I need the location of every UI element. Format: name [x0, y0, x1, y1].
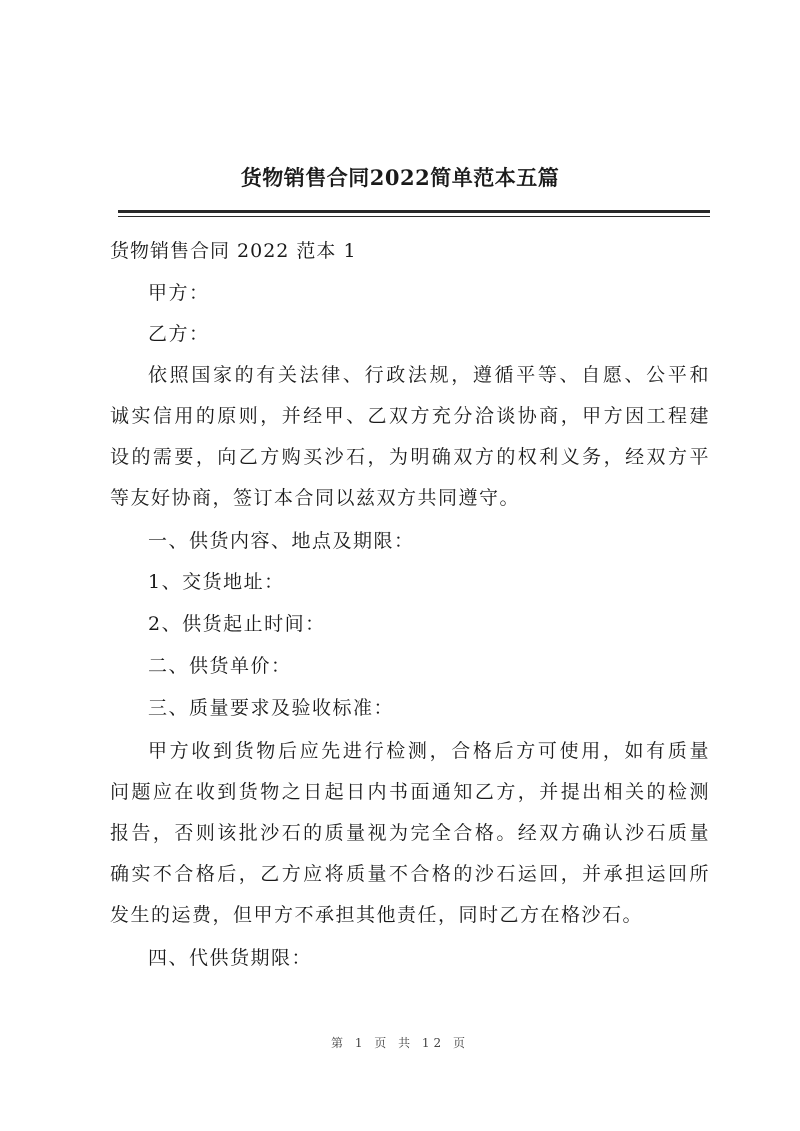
clause-item: 2、供货起止时间：: [148, 613, 326, 635]
clause-heading: 二、供货单价：: [148, 655, 292, 677]
paragraph-line: 诚实信用的原则，并经甲、乙双方充分洽谈协商，甲方因工程建: [110, 405, 710, 427]
paragraph-line: 发生的运费，但甲方不承担其他责任，同时乙方在格沙石。: [110, 904, 644, 926]
section-heading: 货物销售合同 2022 范本 1: [110, 240, 357, 262]
party-a-label: 甲方：: [148, 282, 210, 304]
paragraph-line: 等友好协商，签订本合同以兹双方共同遵守。: [110, 487, 521, 509]
clause-heading: 一、供货内容、地点及期限：: [148, 530, 415, 552]
paragraph-line: 确实不合格后，乙方应将质量不合格的沙石运回，并承担运回所: [110, 863, 710, 885]
paragraph-line: 报告，否则该批沙石的质量视为完全合格。经双方确认沙石质量: [110, 822, 710, 844]
clause-item: 1、交货地址：: [148, 571, 285, 593]
clause-heading: 四、代供货期限：: [148, 947, 313, 969]
party-b-label: 乙方：: [148, 323, 210, 345]
paragraph-line: 甲方收到货物后应先进行检测，合格后方可使用，如有质量: [148, 740, 710, 762]
title-divider-thick: [118, 210, 710, 213]
clause-heading: 三、质量要求及验收标准：: [148, 697, 395, 719]
document-title: 货物销售合同2022简单范本五篇: [240, 165, 560, 190]
paragraph-line: 问题应在收到货物之日起日内书面通知乙方，并提出相关的检测: [110, 781, 710, 803]
title-divider-thin: [118, 216, 710, 217]
paragraph-line: 设的需要，向乙方购买沙石，为明确双方的权利义务，经双方平: [110, 446, 710, 468]
paragraph-line: 依照国家的有关法律、行政法规，遵循平等、自愿、公平和: [148, 364, 710, 386]
page-number-footer: 第 1 页 共 12 页: [331, 1036, 469, 1050]
